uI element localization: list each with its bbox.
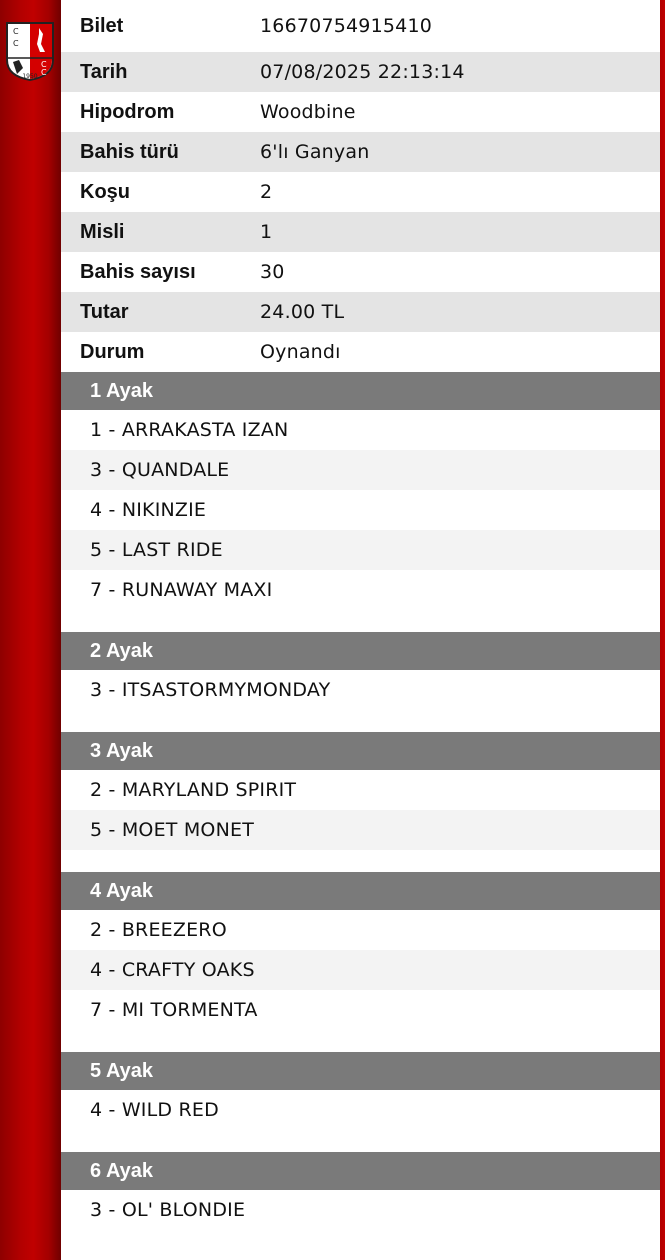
leg-spacer (61, 610, 660, 632)
horse-selection: 3 - ITSASTORMYMONDAY (90, 679, 331, 701)
svg-text:1950: 1950 (22, 73, 38, 80)
horse-selection: 4 - WILD RED (90, 1099, 219, 1121)
info-label: Tarih (80, 60, 128, 83)
info-row (61, 332, 660, 372)
leg-spacer (61, 850, 660, 872)
svg-text:C: C (13, 27, 19, 36)
leg-header: 2 Ayak (61, 632, 660, 670)
info-label: Bahis türü (80, 140, 179, 163)
horse-selection: 3 - QUANDALE (61, 450, 660, 490)
info-label: Tutar (80, 300, 129, 323)
info-label: Koşu (80, 180, 130, 203)
horse-selection: 4 - NIKINZIE (90, 499, 207, 521)
leg-spacer (61, 1030, 660, 1052)
info-value: 1 (260, 221, 273, 243)
leg-section (61, 732, 660, 872)
horse-selection: 1 - ARRAKASTA IZAN (90, 419, 289, 441)
legs-list (61, 372, 660, 1252)
horse-selection: 2 - MARYLAND SPIRIT (90, 779, 297, 801)
leg-header: 1 Ayak (61, 372, 660, 410)
leg-header: 4 Ayak (61, 872, 660, 910)
leg-spacer (61, 1130, 660, 1152)
leg-section (61, 1052, 660, 1152)
info-label: Bilet (80, 14, 124, 37)
info-value: 6'lı Ganyan (260, 141, 370, 163)
info-label: Hipodrom (80, 100, 175, 123)
ticket-detail (61, 0, 660, 1260)
club-logo (5, 20, 55, 82)
info-row (61, 292, 660, 332)
leg-section (61, 1152, 660, 1252)
info-row (61, 132, 660, 172)
info-value: 16670754915410 (260, 15, 433, 37)
info-row (61, 52, 660, 92)
horse-selection: 7 - MI TORMENTA (90, 999, 258, 1021)
info-value: 07/08/2025 22:13:14 (260, 61, 465, 83)
info-value: 2 (260, 181, 273, 203)
info-value: Woodbine (260, 101, 356, 123)
info-row (61, 252, 660, 292)
leg-header: 6 Ayak (61, 1152, 660, 1190)
info-label: Bahis sayısı (80, 260, 196, 283)
svg-text:C: C (41, 68, 47, 77)
svg-text:C: C (13, 39, 19, 48)
leg-spacer (61, 1230, 660, 1252)
info-row (61, 172, 660, 212)
info-row (61, 212, 660, 252)
horse-selection: 3 - OL' BLONDIE (90, 1199, 246, 1221)
left-rail (0, 0, 61, 1260)
info-row (61, 92, 660, 132)
horse-selection: 7 - RUNAWAY MAXI (90, 579, 273, 601)
svg-text:C: C (41, 60, 47, 69)
leg-section (61, 632, 660, 732)
right-rail (660, 0, 665, 1260)
horse-selection: 5 - MOET MONET (61, 810, 660, 850)
info-label: Durum (80, 340, 145, 363)
leg-header: 3 Ayak (61, 732, 660, 770)
leg-section (61, 872, 660, 1052)
ticket-info-table (61, 0, 660, 372)
info-row (61, 0, 660, 52)
info-value: 24.00 TL (260, 301, 345, 323)
info-value: Oynandı (260, 341, 341, 363)
info-label: Misli (80, 220, 125, 243)
horse-selection: 4 - CRAFTY OAKS (61, 950, 660, 990)
horse-selection: 2 - BREEZERO (90, 919, 227, 941)
leg-spacer (61, 710, 660, 732)
horse-selection: 5 - LAST RIDE (61, 530, 660, 570)
info-value: 30 (260, 261, 285, 283)
leg-section (61, 372, 660, 632)
leg-header: 5 Ayak (61, 1052, 660, 1090)
